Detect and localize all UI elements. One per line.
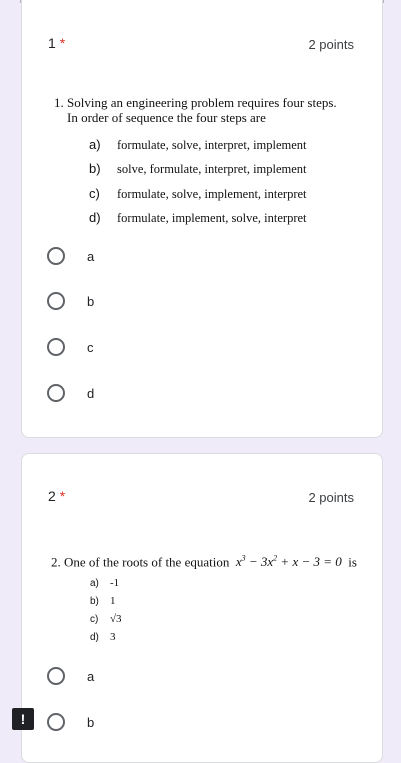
equation: $x^3 - 3x^2 + x - 3 = 0$ (232, 554, 346, 570)
question-text-line2: In order of sequence the four steps are (67, 110, 266, 125)
choice-c: c) √3 (90, 613, 122, 625)
question-text-line1: 1. Solving an engineering problem requires four steps. (54, 95, 337, 110)
choice-b: b) solve, formulate, interpret, implement (89, 161, 307, 176)
option-b[interactable]: b (47, 289, 94, 313)
choice-c: c) formulate, solve, implement, interpret (89, 186, 307, 201)
option-a[interactable]: a (47, 664, 94, 688)
option-a[interactable]: a (47, 244, 94, 268)
radio-button[interactable] (47, 384, 65, 402)
required-asterisk: * (59, 488, 66, 504)
question-card-2 (21, 453, 383, 763)
required-asterisk: * (59, 35, 66, 51)
radio-button[interactable] (47, 292, 65, 310)
option-c[interactable]: c (47, 335, 94, 359)
question-card-1 (21, 0, 383, 438)
report-alert-icon[interactable]: ! (12, 708, 34, 730)
choice-d: d) 3 (90, 631, 116, 643)
question-number: 1 * (48, 35, 66, 51)
radio-button[interactable] (47, 713, 65, 731)
question-number: 2 * (48, 488, 66, 504)
choice-a: a) formulate, solve, interpret, implement (89, 137, 307, 152)
radio-button[interactable] (47, 247, 65, 265)
question-text: 2. One of the roots of the equation $x^3 - 3x^2 + x - 3 = 0$ is (51, 554, 357, 570)
radio-button[interactable] (47, 667, 65, 685)
question-points: 2 points (308, 37, 354, 52)
question-points: 2 points (308, 490, 354, 505)
choice-a: a) -1 (90, 577, 120, 589)
choice-b: b) 1 (90, 595, 116, 607)
radio-button[interactable] (47, 338, 65, 356)
option-d[interactable]: d (47, 381, 94, 405)
choice-d: d) formulate, implement, solve, interpret (89, 210, 307, 225)
option-b[interactable]: b (47, 710, 94, 734)
